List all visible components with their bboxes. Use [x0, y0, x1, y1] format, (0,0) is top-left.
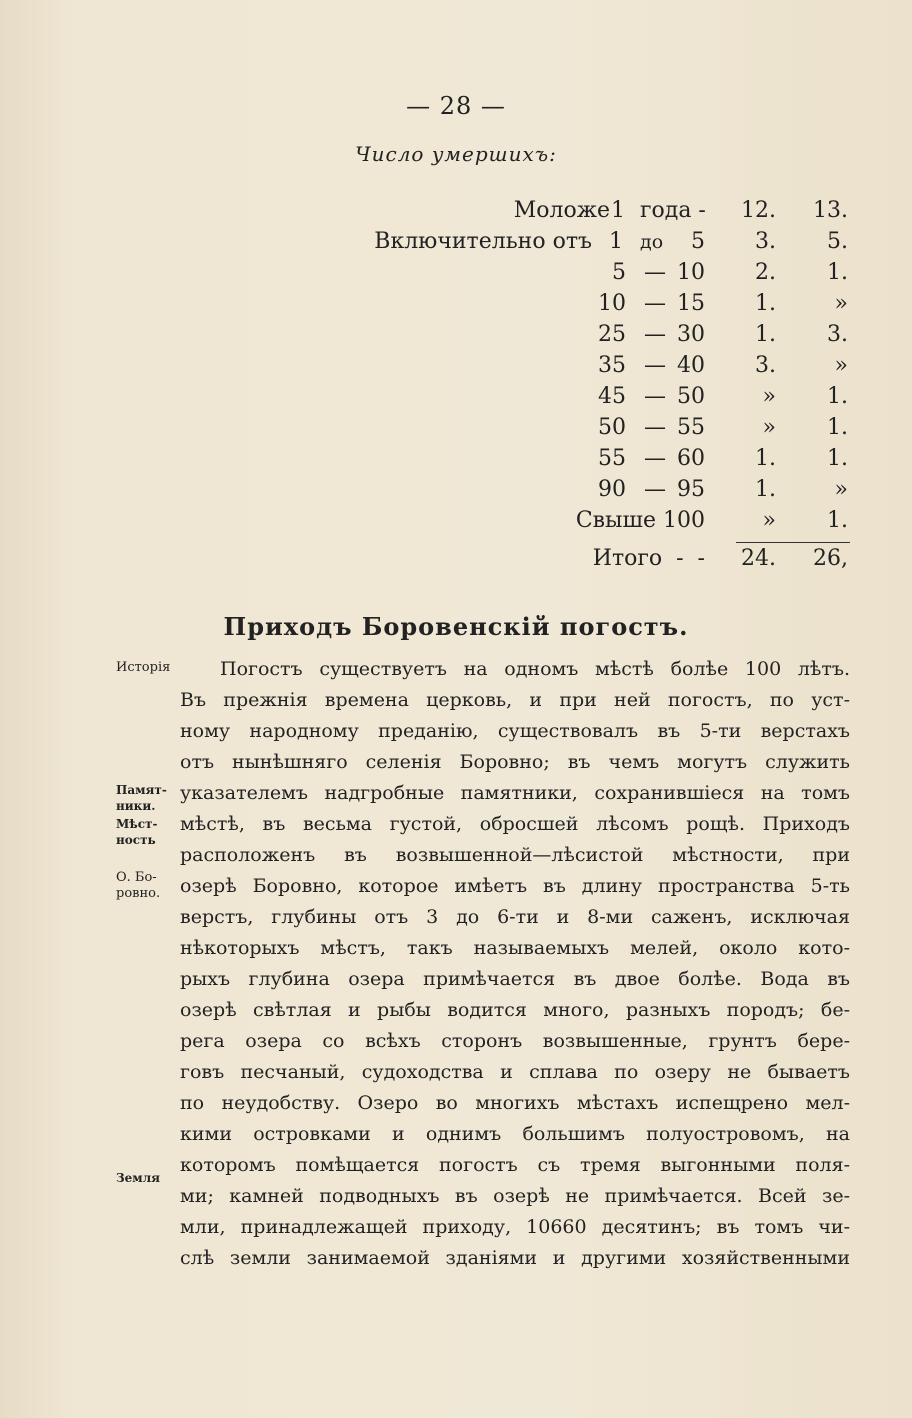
row-count-a: 3.	[755, 229, 776, 254]
table-row	[0, 384, 912, 416]
row-from: 55	[598, 446, 626, 471]
total-label: Итого - -	[592, 546, 705, 571]
margin-note-land: Земля	[116, 1171, 161, 1185]
row-label: Моложе	[513, 198, 610, 223]
text-line: говъ песчаный, судоходства и сплава по озеру не бываетъ	[180, 1061, 850, 1083]
text-line: кими островками и однимъ большимъ полуостровомъ, на	[180, 1123, 850, 1145]
page-number: — 28 —	[406, 92, 506, 120]
row-from: 50	[598, 415, 626, 440]
row-to: 55	[677, 415, 705, 440]
row-to: 15	[677, 291, 705, 316]
row-count-a: 1.	[755, 322, 776, 347]
row-from: 25	[598, 322, 626, 347]
margin-note-lake: О. Бо- ровно.	[116, 870, 161, 901]
text-line: ми; камней подводныхъ въ озерѣ не примѣчается. Всей зе-	[180, 1185, 850, 1207]
row-count-a: »	[762, 384, 776, 409]
table-row	[0, 229, 912, 261]
row-count-b: 1.	[827, 384, 848, 409]
text-line: ному народному преданію, существовалъ въ 5-ти верстахъ	[180, 720, 850, 742]
row-from: 35	[598, 353, 626, 378]
margin-note-locality: Мѣст- ность	[116, 817, 158, 847]
text-line: озерѣ свѣтлая и рыбы водится много, разныхъ породъ; бе-	[180, 999, 850, 1021]
text-line: рыхъ глубина озера примѣчается въ двое болѣе. Вода въ	[180, 968, 850, 990]
table-row	[0, 415, 912, 447]
text-line: озерѣ Боровно, которое имѣетъ въ длину пространства 5-ть	[180, 875, 850, 897]
row-label: Включительно отъ	[374, 229, 592, 254]
table-row	[0, 508, 912, 540]
row-count-b: 13.	[813, 198, 848, 223]
row-label: Свыше 100	[575, 508, 705, 533]
margin-note-history: Исторія	[116, 660, 171, 675]
row-count-b: 1.	[827, 446, 848, 471]
row-from: 90	[598, 477, 626, 502]
row-count-b: 1.	[827, 260, 848, 285]
margin-note-monuments: Памят- ники.	[116, 783, 167, 813]
total-count-a: 24.	[741, 546, 776, 571]
table-row	[0, 260, 912, 292]
text-line: по неудобству. Озеро во многихъ мѣстахъ испещрено мел-	[180, 1092, 850, 1114]
row-count-a: 12.	[741, 198, 776, 223]
row-from: 1	[609, 229, 623, 254]
row-count-a: »	[762, 415, 776, 440]
row-count-a: 1.	[755, 446, 776, 471]
section-heading: Приходъ Боровенскій погостъ.	[223, 612, 689, 641]
row-from: 1	[611, 198, 625, 223]
text-line: рега озера со всѣхъ сторонъ возвышенные, грунтъ бере-	[180, 1030, 850, 1052]
row-count-a: 1.	[755, 477, 776, 502]
text-line: указателемъ надгробные памятники, сохранившіеся на томъ	[180, 782, 850, 804]
table-row	[0, 198, 912, 230]
table-row	[0, 291, 912, 323]
text-line: Погостъ существуетъ на одномъ мѣстѣ болѣе 100 лѣтъ.	[220, 658, 850, 680]
row-separator: —	[644, 291, 666, 316]
total-rule	[736, 542, 850, 543]
text-line: верстъ, глубины отъ 3 до 6-ти и 8-ми саженъ, исключая	[180, 906, 850, 928]
text-line: расположенъ въ возвышенной—лѣсистой мѣстности, при	[180, 844, 850, 866]
row-count-b: »	[834, 291, 848, 316]
total-count-b: 26,	[813, 546, 848, 571]
row-separator: —	[644, 446, 666, 471]
row-separator: —	[644, 477, 666, 502]
row-count-b: 1.	[827, 415, 848, 440]
text-line: слѣ земли занимаемой зданіями и другими хозяйственными	[180, 1247, 850, 1269]
table-row	[0, 446, 912, 478]
row-to: 10	[677, 260, 705, 285]
row-to: 5	[691, 229, 705, 254]
table-row	[0, 322, 912, 354]
row-to: 30	[677, 322, 705, 347]
row-count-b: 3.	[827, 322, 848, 347]
row-to: 95	[677, 477, 705, 502]
row-from: 45	[598, 384, 626, 409]
row-count-b: 1.	[827, 508, 848, 533]
table-total-row	[0, 546, 912, 578]
row-count-a: 3.	[755, 353, 776, 378]
table-title: Число умершихъ:	[355, 142, 557, 166]
table-row	[0, 477, 912, 509]
row-count-a: »	[762, 508, 776, 533]
row-count-b: 5.	[827, 229, 848, 254]
row-from: 10	[598, 291, 626, 316]
text-line: мли, принадлежащей приходу, 10660 десятинъ; въ томъ чи-	[180, 1216, 850, 1238]
text-line: отъ нынѣшняго селенія Боровно; въ чемъ могутъ служить	[180, 751, 850, 773]
row-separator: года -	[640, 198, 706, 223]
row-separator: до	[640, 231, 664, 253]
row-to: 60	[677, 446, 705, 471]
row-to: 50	[677, 384, 705, 409]
table-row	[0, 353, 912, 385]
text-line: мѣстѣ, въ весьма густой, обросшей лѣсомъ рощѣ. Приходъ	[180, 813, 850, 835]
row-separator: —	[644, 384, 666, 409]
text-line: Въ прежнія времена церковь, и при ней погостъ, по уст-	[180, 689, 850, 711]
row-count-b: »	[834, 477, 848, 502]
row-separator: —	[644, 353, 666, 378]
row-separator: —	[644, 415, 666, 440]
row-count-a: 1.	[755, 291, 776, 316]
row-count-a: 2.	[755, 260, 776, 285]
row-from: 5	[612, 260, 626, 285]
text-line: которомъ помѣщается погостъ съ тремя выгонными поля-	[180, 1154, 850, 1176]
row-count-b: »	[834, 353, 848, 378]
row-separator: —	[644, 260, 666, 285]
text-line: нѣкоторыхъ мѣстъ, такъ называемыхъ мелей, около кото-	[180, 937, 850, 959]
row-separator: —	[644, 322, 666, 347]
row-to: 40	[677, 353, 705, 378]
